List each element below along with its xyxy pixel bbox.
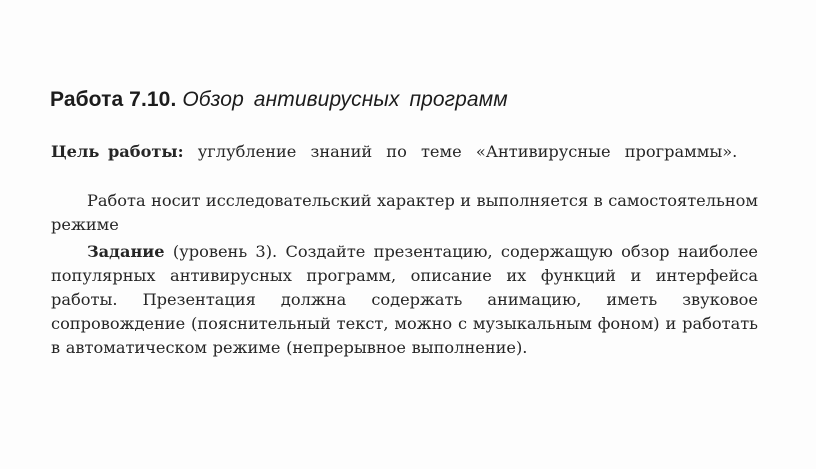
goal-text: углубление знаний по теме «Антивирусные программы». (197, 142, 738, 161)
note-text: Работа носит исследовательский характер и выполняется в самостоятельном режиме (51, 191, 758, 234)
work-title: Обзор антивирусных программ (182, 88, 508, 111)
task-paragraph (51, 240, 758, 360)
goal-paragraph (51, 140, 758, 164)
task-text: (уровень 3). Создайте презентацию, содержащую обзор наиболее популярных антивирусных программ, описание их функций и интерфейса работы. Презентация должна содержать анимацию, иметь звуковое сопровождение (пояснительный текст, можно с музыкальным фоном) и работать в автоматическом режиме (непрерывное выполнение). (51, 242, 758, 357)
note-paragraph (51, 189, 758, 237)
goal-label: Цель работы: (51, 142, 184, 161)
work-heading (50, 88, 508, 112)
work-number: Работа 7.10. (50, 88, 177, 111)
task-label: Задание (87, 242, 165, 261)
